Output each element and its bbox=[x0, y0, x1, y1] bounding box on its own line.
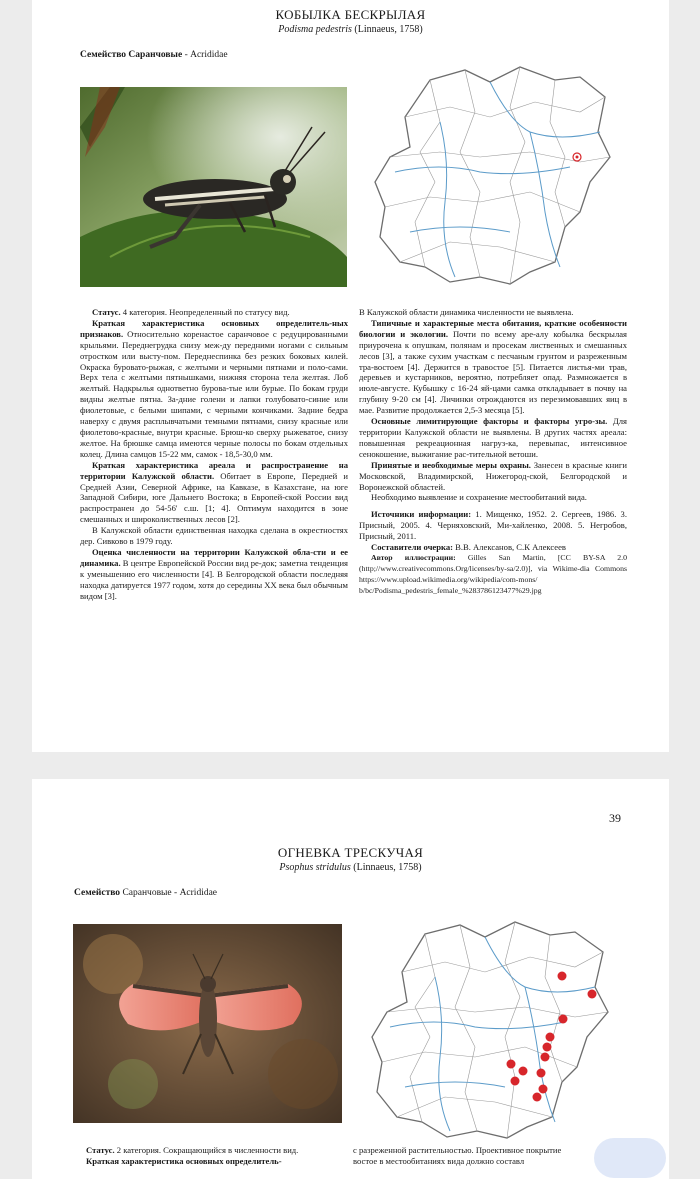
paragraph-habitat-cont: с разреженной растительностью. Проективное покрытие bbox=[353, 1145, 562, 1155]
paragraph-illustration-credit: Автор иллюстрации: Gilles San Martin, [CC BY-SA 2.0 (http;//www.creativecommons.Org/licenses/by-sa/2.0)], via Wikime-dia Commons https://www.upload.wikimedia.org/wikipedia/com-mons/ b/bc/Podisma_pedestris_female_%283786123477%29.jpg bbox=[359, 552, 627, 595]
family-latin: Саранчовые - Acrididae bbox=[122, 888, 218, 898]
record-marker bbox=[543, 1043, 552, 1052]
paragraph-habitat: Типичные и характерные места обитания, краткие особенности биологии и экологии. Почти по всему аре-алу кобылка бескрылая приурочена к опушкам, полянам и просекам лиственных и смешанных лесов [3], а также сухим участкам с песчаным грунтом и разреженным тра-востоем [4]. Держится в травостое [5]. Питается листья-ми трав, деревьев и кустарников, вероятно, потребляет опад. Размножается в июле-августе. Кубышку с 16-24 яй-цами самка откладывает в почву на глубину 9-20 см [4]. Личинки отрождаются из перезимовавших яиц в мае. Развитие продолжается 2,5-3 месяца [5]. bbox=[359, 317, 628, 416]
family-line bbox=[74, 888, 217, 898]
grasshopper-photo bbox=[80, 87, 347, 287]
record-marker bbox=[588, 990, 597, 999]
species-title: КОБЫЛКА БЕСКРЫЛАЯ bbox=[275, 7, 426, 22]
book-page-1 bbox=[32, 0, 669, 752]
floating-action-button[interactable] bbox=[594, 1138, 666, 1178]
text-column-left bbox=[74, 1145, 344, 1167]
record-marker bbox=[537, 1069, 546, 1078]
paragraph-description: Краткая характеристика основных определитель-ных признаков. Относительно коренастое саранчовое с редуцированными крыльями. Переднегрудка снизу меж-ду передними ногами с сильным отростком или высту-пом. Переднеспинка без резких боковых килей. Окраска буровато-рыжая, с желтыми и черными пятнами и поло-сами. Верх тела с желтыми пятнышками, нижняя сторона тела желтая. Лоб желтый. Надкрылья однответно бурова-тые или бурые. По бокам груди видны желтые пятна. За-дние голени и лапки голубовато-синие или фиолетовые, с белыми шипами, с черными кончиками. Задние бедра наверху с двумя расплывчатыми темными пятнами, снизу красные или фиолетово-красные, внутри красные. Брюш-ко сверху рыжеватое, снизу желтое. На брюшке самца имеются черные полосы по бокам отдельных колец. Длина самцов 15-22 мм, самок - 18,5-30,0 мм. bbox=[80, 317, 348, 459]
paragraph-sources: Источники информации: 1. Мищенко, 1952. 2. Сергеев, 1986. 3. Присный, 2005. 4. Черняховский, Ми-хайленко, 2008. 5. Негробов, Присный, 2011. bbox=[359, 509, 627, 542]
family-line bbox=[80, 50, 228, 60]
kaluga-region-map bbox=[370, 62, 612, 288]
book-page-2 bbox=[32, 779, 669, 1179]
paragraph-status: Статус. 4 категория. Неопределенный по статусу вид. bbox=[92, 307, 290, 317]
paragraph-status: Статус. 2 категория. Сокращающийся в численности вид. bbox=[86, 1145, 299, 1155]
record-marker bbox=[558, 972, 567, 981]
record-marker bbox=[559, 1015, 568, 1024]
paragraph-description: Краткая характеристика основных определитель- bbox=[86, 1155, 282, 1166]
record-marker bbox=[533, 1093, 542, 1102]
record-marker bbox=[541, 1053, 550, 1062]
paragraph-authors: Составители очерка: В.В. Алексанов, С.К Алексеев bbox=[371, 542, 566, 553]
page-number: 39 bbox=[609, 811, 621, 825]
paragraph-habitat-cont-2: востое в местообитаниях вида должно составл bbox=[353, 1155, 525, 1166]
kaluga-region-map-with-records bbox=[365, 919, 610, 1141]
family-label: Семейство bbox=[74, 888, 121, 898]
text-column-right bbox=[353, 1145, 623, 1167]
paragraph-needed: Необходимо выявление и сохранение местообитаний вида. bbox=[371, 492, 587, 503]
paragraph-dynamics: В Калужской области динамика численности не выявлена. bbox=[359, 307, 574, 317]
text-column-left bbox=[80, 307, 348, 601]
species-title: ОГНЕВКА ТРЕСКУЧАЯ bbox=[277, 845, 424, 860]
paragraph-range: Краткая характеристика ареала и распространение на территории Калужской области. Обитает в Европе, Передней и Средней Азии, Северной Африке, на Кавказе, в Казахстане, на юге Западной Сибири, юге Дальнего Востока; в Европей-ской России вид распространен до 54-56' с.ш. [1; 4]. Оптимум находится в зоне смешанных и широколиственных лесов [2]. bbox=[80, 459, 349, 525]
family-latin: - Acrididae bbox=[184, 50, 228, 60]
author-year: (Linnaeus, 1758) bbox=[353, 862, 422, 873]
record-marker bbox=[507, 1060, 516, 1069]
species-latin-name bbox=[32, 862, 669, 873]
record-marker bbox=[511, 1077, 520, 1086]
record-marker bbox=[546, 1033, 555, 1042]
record-marker bbox=[539, 1085, 548, 1094]
paragraph-threats: Основные лимитирующие факторы и факторы угро-зы. Для территории Калужской области не выявлены. В других частях ареала: повышенная рекреационная нагруз-ка, перевыпас, интенсивное сенокошение, выжигание рас-тительной ветоши. bbox=[359, 416, 627, 459]
family-label: Семейство Саранчовые bbox=[80, 50, 183, 60]
species-latin-name bbox=[32, 24, 669, 35]
paragraph-protection: Принятые и необходимые меры охраны. Занесен в красные книги Московской, Владимирской, Нижегород-ской, Белгородской и Воронежской областей. bbox=[359, 459, 627, 492]
latin-name: Psophus stridulus bbox=[279, 862, 351, 873]
paragraph-abundance: Оценка численности на территории Калужской обла-сти и ее динамика. В центре Европейской России вид ре-док; заметна тенденция к уменьшению его численности [4]. В Белгородской области последняя находка датируется 1977 годом, хотя до середины XX века был обычным видом [3]. bbox=[80, 546, 348, 601]
text-column-right bbox=[359, 307, 627, 597]
red-winged-grasshopper-photo bbox=[73, 924, 342, 1123]
author-year: (Linnaeus, 1758) bbox=[354, 24, 423, 35]
latin-name: Podisma pedestris bbox=[278, 24, 352, 35]
paragraph-kaluga-find: В Калужской области единственная находка сделана в окрестностях дер. Сивково в 1979 году. bbox=[80, 525, 348, 547]
record-marker bbox=[519, 1067, 528, 1076]
